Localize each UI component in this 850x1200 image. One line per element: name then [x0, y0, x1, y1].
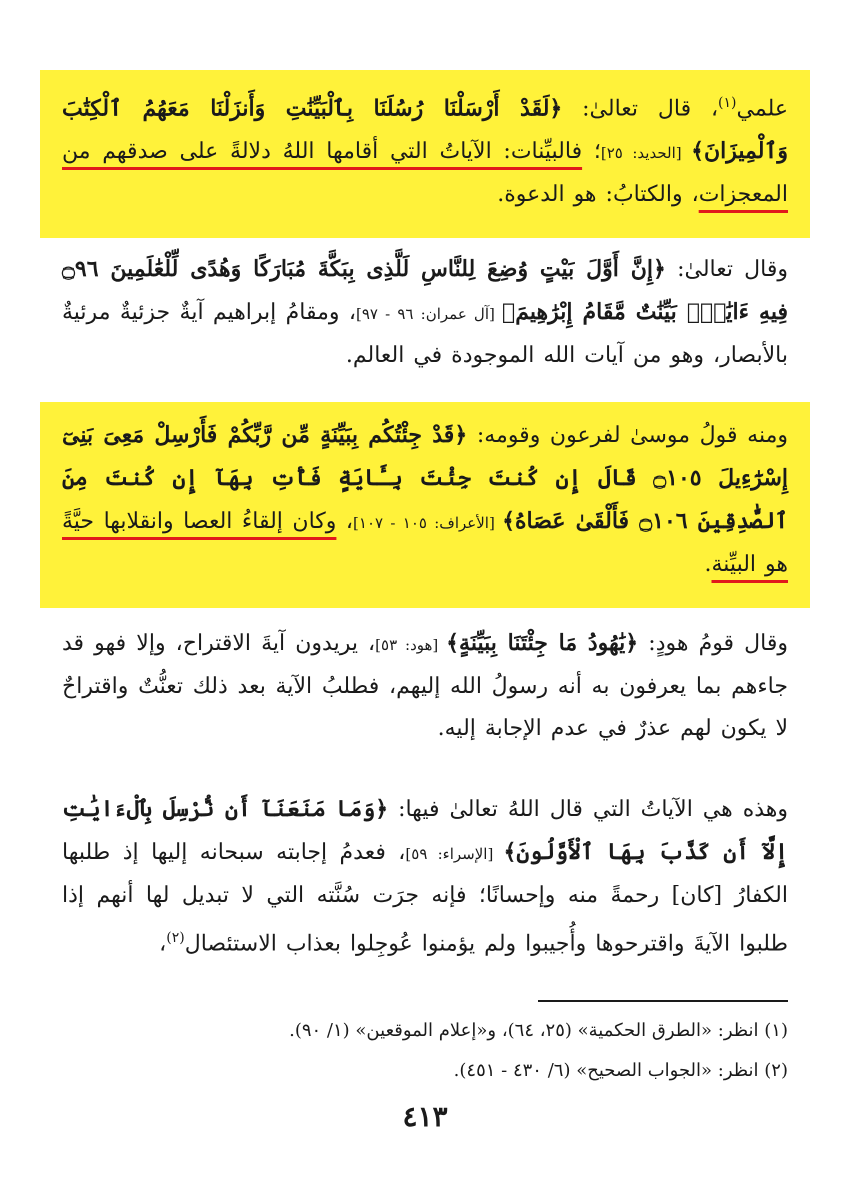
text: .: [704, 552, 712, 577]
paragraph-3: [62, 414, 788, 586]
underlined-text: وكان إلقاءُ العصا وانقلابها حيَّةً هو البيِّنة: [62, 509, 788, 577]
footnote-1: (١) انظر: «الطرق الحكمية» (٢٥، ٦٤)، و«إعلام الموقعين» (١/ ٩٠).: [289, 1020, 788, 1041]
text: ، والكتابُ: هو الدعوة.: [497, 182, 699, 208]
text: وقال قومُ هودٍ:: [638, 631, 789, 656]
quran-verse: ﴿قَدْ جِئْتُكُم بِبَيِّنَةٍ مِّن رَّبِّكُمْ فَأَرْسِلْ مَعِىَ بَنِىٓ إِسْرَٰٓءِيلَ ۝١٠٥ قَالَ إِن كُنتَ جِئْتَ بِـَٔايَةٍ فَأْتِ بِهَآ إِن كُنتَ مِنَ ٱلصَّٰدِقِينَ ۝١٠٦ فَأَلْقَىٰ عَصَاهُ﴾: [62, 422, 789, 534]
verse-reference: [هود: ٥٣]: [375, 636, 447, 654]
footnote-ref-2[interactable]: (٢): [166, 930, 185, 946]
verse-reference: [الحديد: ٢٥]: [600, 144, 692, 163]
quran-verse: ﴿يَٰهُودُ مَا جِئْتَنَا بِبَيِّنَةٍ﴾: [446, 630, 639, 656]
paragraph-2: [62, 248, 788, 377]
verse-reference: [آل عمران: ٩٦ - ٩٧]: [356, 305, 502, 323]
text: ومنه قولُ موسىٰ لفرعون وقومه:: [467, 423, 788, 448]
quran-verse: ﴿وَمَا مَنَعَنَآ أَن نُّرْسِلَ بِٱلْءَايَٰتِ إِلَّآ أَن كَذَّبَ بِهَا ٱلْأَوَّلُونَ﴾: [62, 796, 788, 865]
footnote-separator: [538, 1000, 788, 1002]
text: علمي: [736, 96, 788, 122]
paragraph-1: [62, 82, 788, 216]
text: ، يريدون آيةَ الاقتراح، وإلا فهو قد جاءهم بما يعرفون به أنه رسولُ الله إليهم، فطلبُ الآية بعد ذلك تعنُّتٌ واقتراحٌ لا يكون لهم عذرٌ في عدم الإجابة إليه.: [62, 631, 788, 741]
text: وهذه هي الآياتُ التي قال اللهُ تعالىٰ فيها:: [388, 797, 788, 822]
page-number: ٤١٣: [402, 1100, 448, 1133]
text: ،: [159, 931, 167, 957]
footnote-ref-1[interactable]: (١): [718, 95, 737, 111]
paragraph-5: [62, 788, 788, 965]
text: ، قال تعالىٰ:: [562, 96, 719, 122]
text: ؛: [582, 139, 601, 165]
quran-verse: ﴿إِنَّ أَوَّلَ بَيْتٍ وُضِعَ لِلنَّاسِ لَلَّذِى بِبَكَّةَ مُبَارَكًا وَهُدًى لِّلْعَٰلَمِينَ ۝٩٦ فِيهِ ءَايَٰتٌۢ بَيِّنَٰتٌ مَّقَامُ إِبْرَٰهِيمَ﴾: [62, 256, 788, 325]
paragraph-4: [62, 622, 788, 750]
text: ، ومقامُ إبراهيم آيةٌ جزئيةٌ مرئيةٌ بالأبصار، وهو من آيات الله الموجودة في العالم.: [62, 300, 788, 368]
quran-verse: ﴿لَقَدْ أَرْسَلْنَا رُسُلَنَا بِٱلْبَيِّنَٰتِ وَأَنزَلْنَا مَعَهُمُ ٱلْكِتَٰبَ وَٱلْمِيزَانَ﴾: [62, 95, 788, 165]
text: وقال تعالىٰ:: [665, 257, 788, 282]
underlined-text: فالبيِّنات: الآياتُ التي أقامها اللهُ دلالةً على صدقهم من المعجزات: [62, 139, 788, 208]
text: ، فعدمُ إجابته سبحانه إليها إذ طلبها الكفارُ [كان] رحمةً منه وإحسانًا؛ فإنه جرَت سُنَّته التي لا تبديل لها أنهم إذا طلبوا الآيةَ واقترحوها وأُجيبوا ولم يؤمنوا عُوجِلوا بعذاب الاستئصال: [62, 840, 788, 957]
text: ،: [336, 509, 354, 534]
verse-reference: [الإسراء: ٥٩]: [405, 845, 504, 863]
footnote-2: (٢) انظر: «الجواب الصحيح» (٦/ ٤٣٠ - ٤٥١).: [453, 1060, 788, 1081]
verse-reference: [الأعراف: ١٠٥ - ١٠٧]: [353, 514, 503, 532]
